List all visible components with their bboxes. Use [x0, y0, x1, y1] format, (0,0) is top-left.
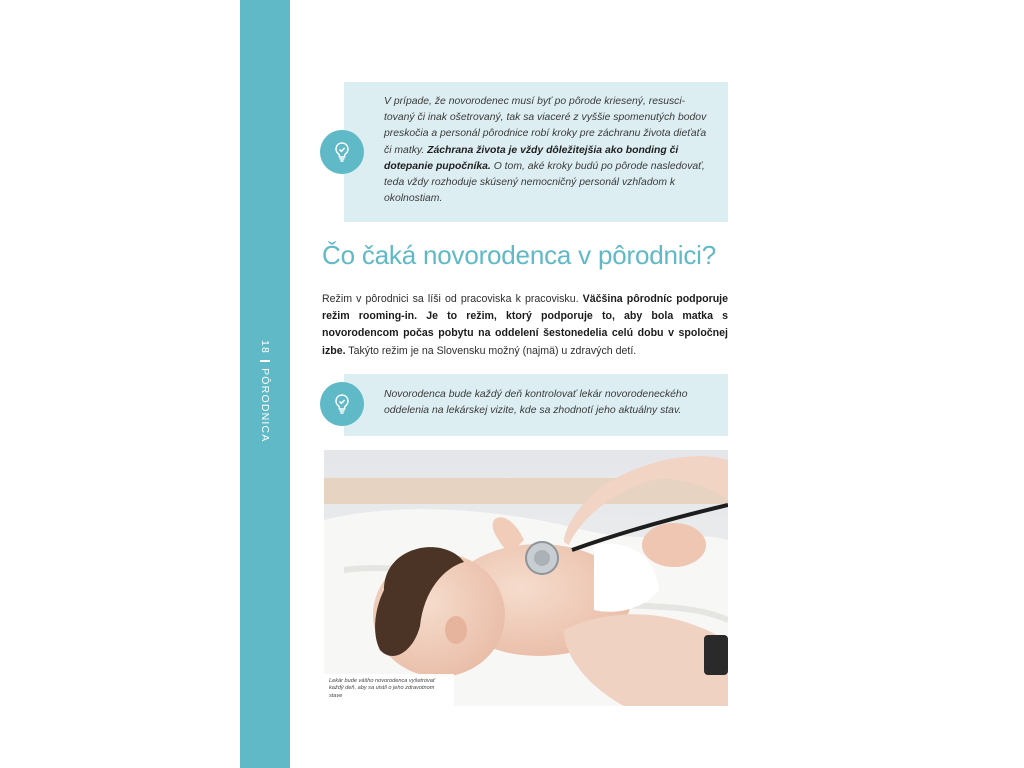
photo-caption: Lekár bude vášho novorodenca vyšetrovať každý deň, aby sa uistil o jeho zdravotnom stave [324, 674, 454, 706]
lightbulb-check-icon [320, 382, 364, 426]
sidebar-label [248, 340, 282, 450]
section-heading: Čo čaká novorodenca v pôrodnici? [322, 240, 716, 270]
section-title: PÔRODNICA [259, 368, 271, 443]
page-number: 18 [259, 340, 271, 355]
tip-box-resuscitation [344, 82, 728, 222]
document-page [240, 0, 784, 768]
tip-text: Novorodenca bude každý deň kontrolovať lekár novorodeneckého oddelenia na lekárskej vizite, kde sa zhodnotí jeho aktuálny stav. [384, 389, 688, 417]
photo-illustration [324, 450, 728, 706]
body-paragraph: Režim v pôrodnici sa líši od pracoviska k pracovisku. Väčšina pôrodníc podporuje režim rooming-in. Je to režim, ktorý podporuje to, aby bola matka s novorodencom počas pobytu na oddelení šestonedelia celú dobu v spoločnej izbe. Takýto režim je na Slovensku možný (najmä) u zdravých detí. [322, 293, 729, 357]
tip-box-daily-check [344, 374, 728, 436]
sidebar-strip [240, 0, 290, 768]
tip-text: V prípade, že novorodenec musí byť po pôrode kriesený, resuscitovaný či inak ošetrovaný, tak sa viaceré z vyššie spomenutých bodov preskočia a personál pôrodnice robí kroky pre záchranu života dieťaťa či matky. Záchrana života je vždy dôležitejšia ako bonding či dotepanie pupočníka. O tom, aké kroky budú po pôrode nasledovať, teda vždy rozhoduje skúsený nemocničný personál vzhľadom k okolnostiam. [384, 96, 707, 205]
lightbulb-check-icon [320, 130, 364, 174]
separator-bar [260, 360, 270, 362]
newborn-examination-photo [324, 450, 728, 706]
